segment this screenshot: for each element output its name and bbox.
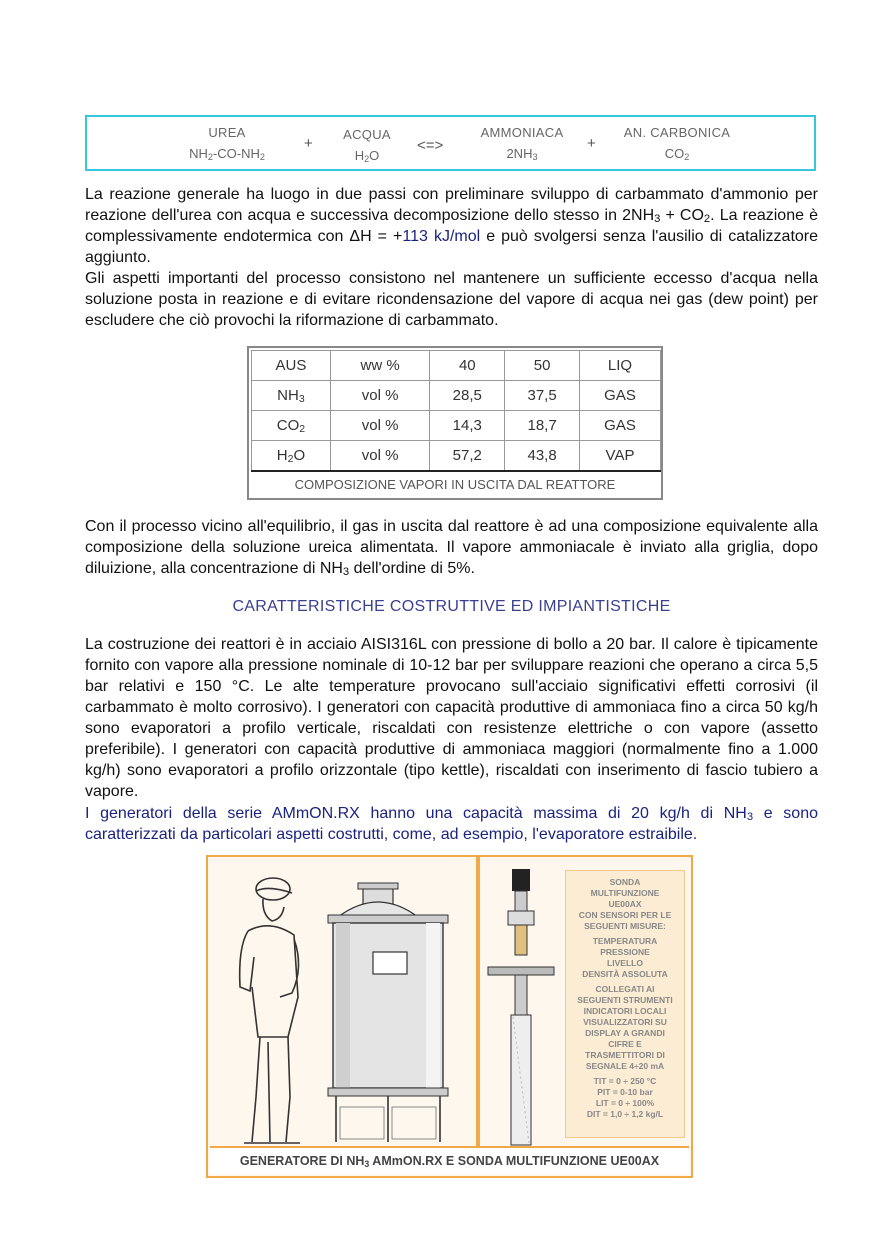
paragraph-process-aspects: Gli aspetti importanti del processo consistono nel mantenere un sufficiente eccesso d'acqua nella soluzione posta in reazione e di evitare ricondensazione del vapore di acqua nei gas (dew point) per escludere che ciò provochi la riformazione di carbammato. — [85, 270, 818, 329]
water-label: ACQUA — [343, 127, 391, 142]
plus-sign: + — [304, 135, 313, 152]
water-term — [327, 127, 407, 163]
co2-formula: $CO_2$ — [664, 146, 690, 162]
urea-term — [167, 125, 287, 161]
co2-term — [607, 125, 747, 161]
water-formula: $H_2O$ — [354, 148, 380, 164]
probe-spec-box: SONDA MULTIFUNZIONE UE00AX CON SENSORI PER LE SEGUENTI MISURE: TEMPERATURA PRESSIONE LIVELLO DENSITÀ ASSOLUTA COLLEGATI AI SEGUENTI STRUMENTI INDICATORI LOCALI VISUALIZZATORI SU DISPLAY A GRANDI CIFRE E TRASMETTITORI DI SEGNALE 4÷20 mA TIT = 0 ÷ 250 °C PIT = 0-10 bar LIT = 0 ÷ 100% DIT = 1,0 ÷ 1,2 kg/L — [565, 870, 685, 1138]
table-header-row: AUS ww % 40 50 LIQ — [252, 351, 661, 381]
vapor-composition-table — [247, 346, 663, 500]
plus-sign: + — [587, 135, 596, 152]
section-heading: CARATTERISTICHE COSTRUTTIVE ED IMPIANTISTICHE — [232, 598, 671, 615]
equilibrium-arrow: <=> — [417, 137, 444, 154]
urea-label: UREA — [208, 125, 246, 140]
ammonia-label: AMMONIACA — [480, 125, 564, 140]
enthalpy-value: 113 kJ/mol — [402, 228, 481, 245]
generator-figure — [206, 855, 693, 1178]
co2-label: AN. CARBONICA — [623, 125, 731, 140]
table-caption: COMPOSIZIONE VAPORI IN USCITA DAL REATTORE — [294, 477, 616, 492]
ammonia-term — [467, 125, 577, 161]
urea-formula: $NH_2-CO-NH_2$ — [189, 146, 265, 162]
paragraph-reaction: La reazione generale ha luogo in due passi con preliminare sviluppo di carbammato d'ammonio per reazione dell'urea con acqua e successiva decomposizione dello stesso in $2NH_3 + CO_2$. La reazione è complessivamente endotermica con ΔH = +113 kJ/mol e può svolgersi senza l'ausilio di catalizzatore aggiunto. — [85, 186, 819, 266]
ammonia-formula: $2NH_3$ — [506, 146, 538, 162]
table-row: $NH_3$ vol % 28,5 37,5 GAS — [252, 381, 661, 411]
paragraph-ammon-rx: I generatori della serie AMmON.RX hanno una capacità massima di 20 kg/h di $NH_3$ e sono caratterizzati da particolari aspetti costrutti, come, ad esempio, l'evaporatore estraibile. — [85, 805, 819, 843]
figure-caption: GENERATORE DI $NH_3$ AMmON.RX E SONDA MULTIFUNZIONE UE00AX — [210, 1146, 689, 1174]
paragraph-equilibrium: Con il processo vicino all'equilibrio, il gas in uscita dal reattore è ad una composizione equivalente alla composizione della soluzione ureica alimentata. Il vapore ammoniacale è inviato alla griglia, dopo diluizione, alla concentrazione di $NH_3$ dell'ordine di 5%. — [85, 518, 818, 578]
paragraph-construction: La costruzione dei reattori è in acciaio AISI316L con pressione di bollo a 20 bar. Il calore è tipicamente fornito con vapore alla pressione nominale di 10-12 bar per sviluppare reazioni che operano a circa 5,5 bar relativi e 150 °C. Le alte temperature provocano sull'acciaio significativi effetti corrosivi (il carbammato è molto corrosivo). I generatori con capacità produttive di ammoniaca fino a circa 50 kg/h sono evaporatori a profilo verticale, riscaldati con resistenze elettriche o con vapore (assetto preferibile). I generatori con capacità produttive di ammoniaca maggiori (normalmente fino a 1.000 kg/h) sono evaporatori a profilo orizzontale (tipo kettle), riscaldati con inserimento di fascio tubiero a vapore. — [85, 636, 818, 800]
table-row: $H_2O$ vol % 57,2 43,8 VAP — [252, 441, 661, 472]
reaction-equation-box — [85, 115, 816, 171]
table-row: $CO_2$ vol % 14,3 18,7 GAS — [252, 411, 661, 441]
